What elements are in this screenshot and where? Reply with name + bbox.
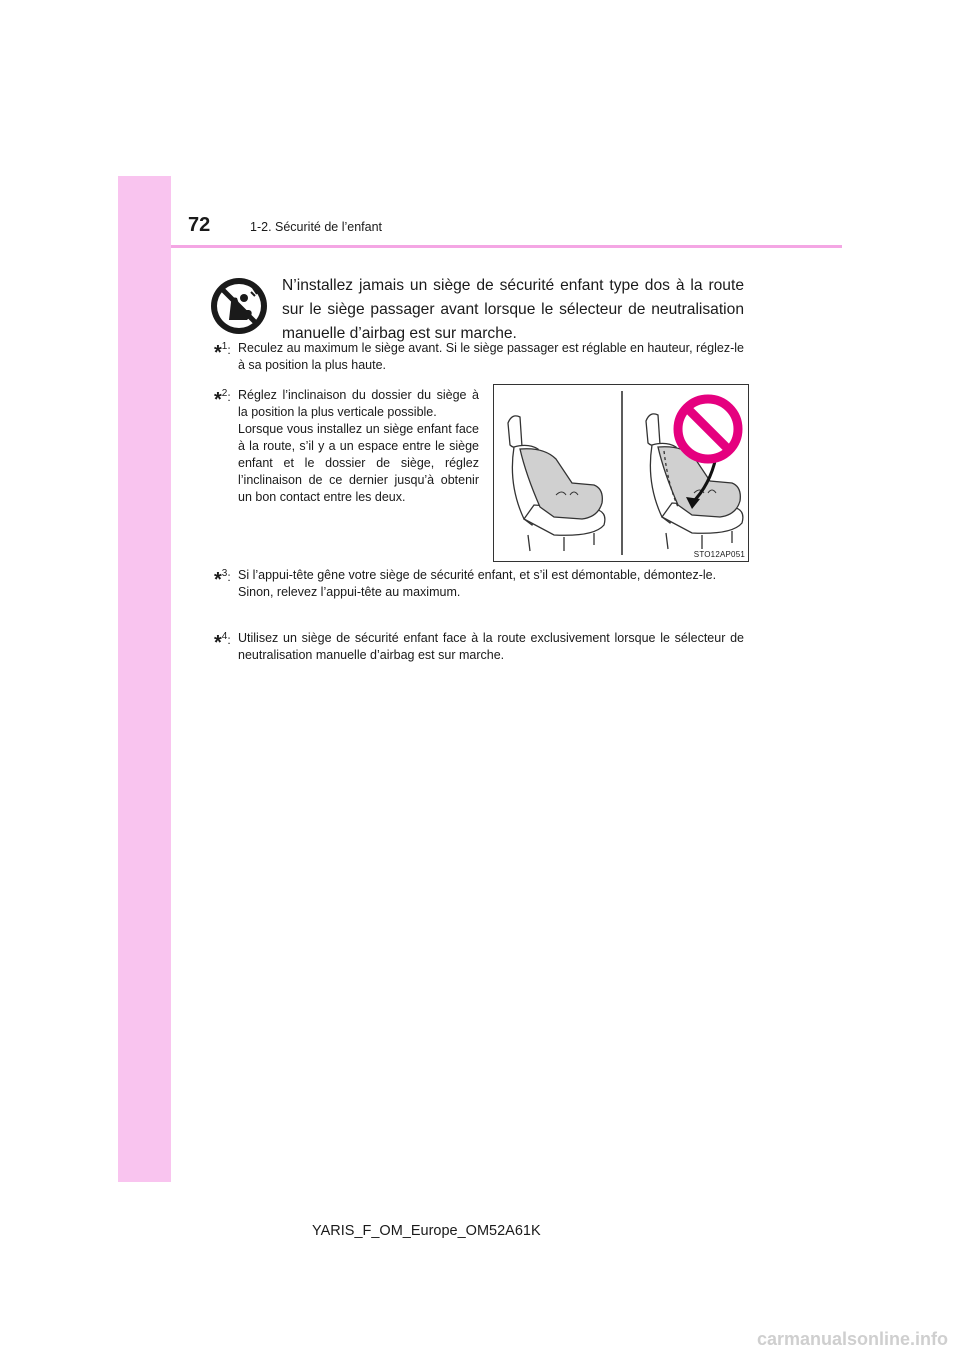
header-rule [171,245,842,248]
note-3: *$^3$: Si l’appui-tête gêne votre siège de sécurité enfant, et s’il est démontable, démontez-le. Sinon, relevez l’appui-tête au maximum. [214,567,744,601]
watermark: carmanualsonline.info [756,1329,948,1349]
footer-document-id: YARIS_F_OM_Europe_OM52A61K [312,1223,541,1239]
section-title: 1-2. Sécurité de l’enfant [250,220,383,234]
note-line: Réglez l’inclinaison du dossier du siège à la position la plus verticale possible. [238,388,479,419]
figure-code: STO12AP051 [693,550,745,559]
note-line: Lorsque vous installez un siège enfant face à la route, s’il y a un espace entre le siège enfant et le dossier de siège, réglez l’inclinaison de ce dernier jusqu’à obtenir un bon contact entre les deux. [238,422,479,504]
warning-text: N’installez jamais un siège de sécurité enfant type dos à la route sur le siège passager avant lorsque le sélecteur de neutralisation manuelle d’airbag est sur marche. [282,277,744,342]
note-2: *$^2$: Réglez l’inclinaison du dossier du siège à la position la plus verticale possible. Lorsque vous installez un siège enfant face à la route, s’il y a un espace entre le siège enfant et le dossier de siège, réglez l’inclinaison de ce dernier jusqu’à obtenir un bon contact entre les deux. [214,388,479,504]
no-rear-facing-child-seat-icon [209,276,269,336]
seat-illustration [494,385,748,561]
seat-figure [493,384,749,562]
note-1: *$^1$: Reculez au maximum le siège avant. Si le siège passager est réglable en hauteur, réglez-le à sa position la plus haute. [214,341,744,372]
note-line: Si l’appui-tête gêne votre siège de sécurité enfant, et s’il est démontable, démontez-le. [238,568,717,582]
note-line: Sinon, relevez l’appui-tête au maximum. [238,585,461,599]
side-color-band [118,176,171,1182]
note-4: *$^4$: Utilisez un siège de sécurité enfant face à la route exclusivement lorsque le sélecteur de neutralisation manuelle d’airbag est sur marche. [214,631,744,662]
page-number: 72 [188,214,211,236]
note-line: Utilisez un siège de sécurité enfant face à la route exclusivement lorsque le sélecteur de neutralisation manuelle d’airbag est sur marche. [238,631,744,662]
note-line: Reculez au maximum le siège avant. Si le siège passager est réglable en hauteur, réglez-le à sa position la plus haute. [238,341,744,372]
